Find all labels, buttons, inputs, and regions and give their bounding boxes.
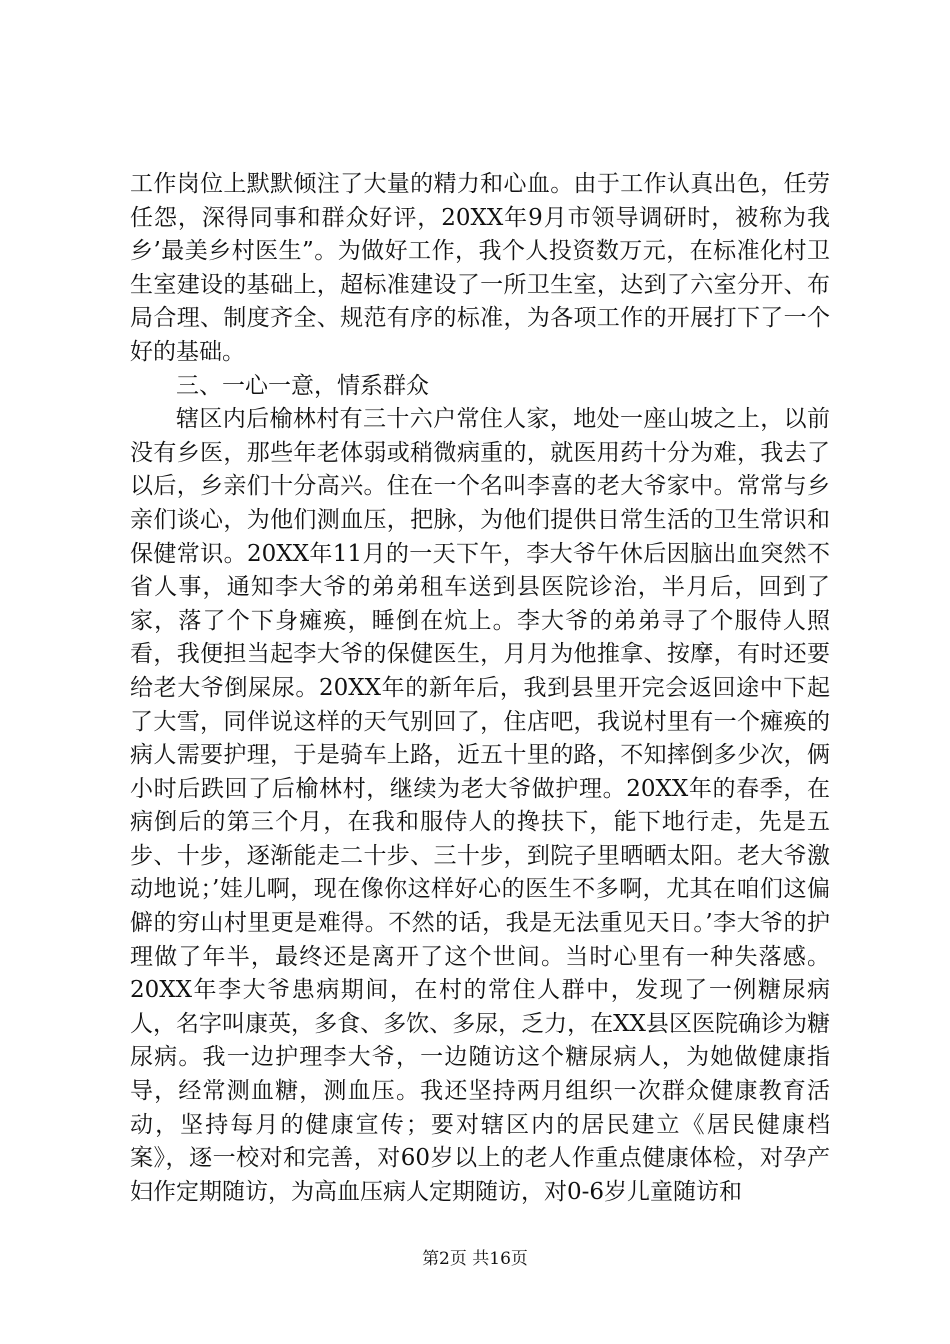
section-heading: 三、一心一意，情系群众 bbox=[176, 372, 429, 399]
page-footer: 第2页 共16页 bbox=[422, 1249, 528, 1269]
paragraph-body: 辖区内后榆林村有三十六户常住人家，地处一座山坡之上，以前没有乡医，那些年老体弱或稍微病重的，就医用药十分为难，我去了以后，乡亲们十分高兴。住在一个名叫李喜的老大爷家中。常常与乡亲们谈心，为他们测血压，把脉，为他们提供日常生活的卫生常识和保健常识。20XX年11月的一天下午，李大爷午休后因脑出血突然不省人事，通知李大爷的弟弟租车送到县医院诊治，半月后，回到了家，落了个下身瘫痪，睡倒在炕上。李大爷的弟弟寻了个服侍人照看，我便担当起李大爷的保健医生，月月为他推拿、按摩，有时还要给老大爷倒屎尿。20XX年的新年后，我到县里开完会返回途中下起了大雪，同伴说这样的天气别回了，住店吧，我说村里有一个瘫痪的病人需要护理，于是骑车上路，近五十里的路，不知摔倒多少次，俩小时后跌回了后榆林村，继续为老大爷做护理。20XX年的春季，在病倒后的第三个月，在我和服侍人的搀扶下，能下地行走，先是五步、十步，逐渐能走二十步、三十步，到院子里晒晒太阳。老大爷激动地说；’娃儿啊，现在像你这样好心的医生不多啊，尤其在咱们这偏僻的穷山村里更是难得。不然的话，我是无法重见天日。’李大爷的护理做了年半，最终还是离开了这个世间。当时心里有一种失落感。20XX年李大爷患病期间，在村的常住人群中，发现了一例糖尿病人，名字叫康英，多食、多饮、多尿，乏力，在XX县区医院确诊为糖尿病。我一边护理李大爷，一边随访这个糖尿病人，为她做健康指导，经常测血糖，测血压。我还坚持两月组织一次群众健康教育活动，坚持每月的健康宣传；要对辖区内的居民建立《居民健康档案》，逐一校对和完善，对60岁以上的老人作重点健康体检，对孕产妇作定期随访，为高血压病人定期随访，对0-6岁儿童随访和 bbox=[130, 406, 830, 1205]
document-body bbox=[130, 168, 830, 1209]
paragraph-continuation: 工作岗位上默默倾注了大量的精力和心血。由于工作认真出色，任劳任怨，深得同事和群众好评，20XX年9月市领导调研时，被称为我乡’最美乡村医生”。为做好工作，我个人投资数万元，在标准化村卫生室建设的基础上，超标准建设了一所卫生室，达到了六室分开、布局合理、制度齐全、规范有序的标准，为各项工作的开展打下了一个好的基础。 bbox=[130, 171, 830, 365]
